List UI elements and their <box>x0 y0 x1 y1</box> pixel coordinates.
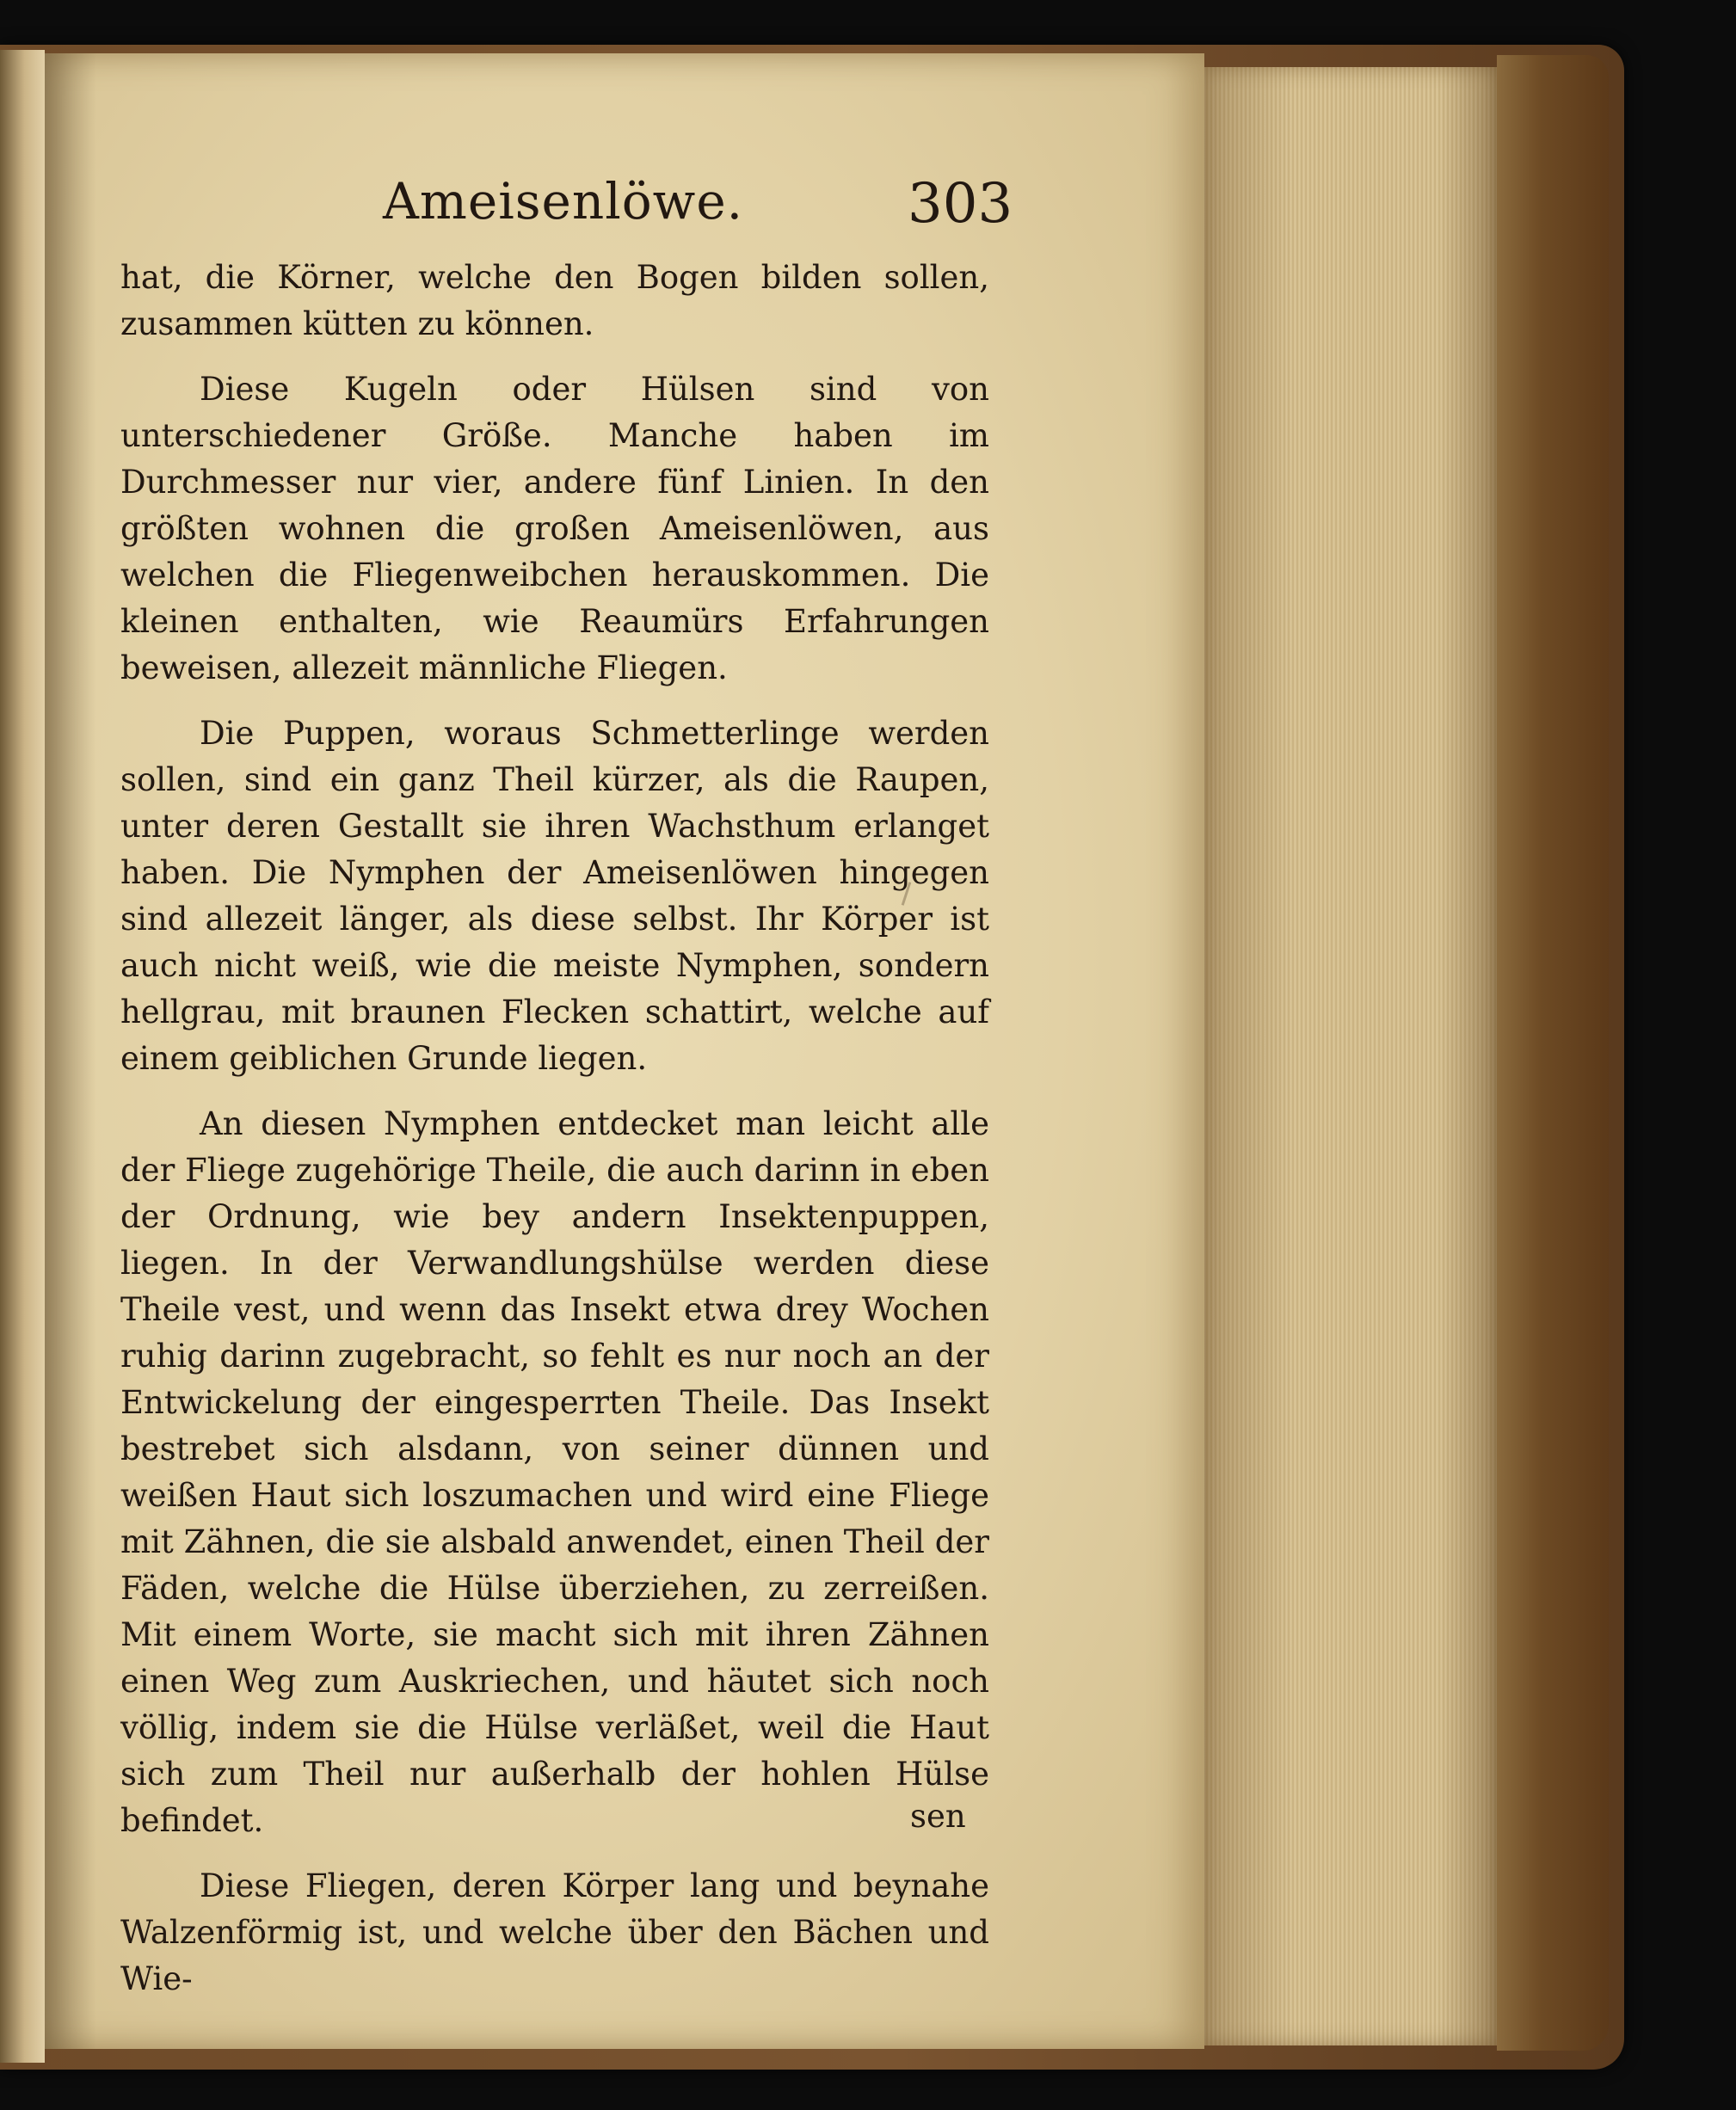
page-stack-shading <box>1204 67 1497 2045</box>
paragraph: Die Puppen, woraus Schmetterlinge werden sollen, sind ein ganz Theil kürzer, als die Raupen, unter deren Gestallt sie ihren Wachsthum erlanget haben. Die Nymphen der Ameisenlöwen hingegen sind allezeit länger, als diese selbst. Ihr Körper ist auch nicht weiß, wie die meiste Nymphen, sondern hellgrau, mit braunen Flecken schattirt, welche auf einem geiblichen Grunde liegen. <box>120 715 989 1077</box>
text-block <box>120 172 1013 2002</box>
paragraph: Diese Fliegen, deren Körper lang und beynahe Walzenförmig ist, und welche über den Bächen und Wie- <box>120 1867 989 1997</box>
page-header <box>120 172 1013 255</box>
page-number: 303 <box>908 172 1013 236</box>
running-head: Ameisenlöwe. <box>383 172 744 231</box>
paragraph: An diesen Nymphen entdecket man leicht alle der Fliege zugehörige Theile, die auch darinn in eben der Ordnung, wie bey andern Insektenpuppen, liegen. In der Verwandlungshülse werden diese Theile vest, und wenn das Insekt etwa drey Wochen ruhig darinn zugebracht, so fehlt es nur noch an der Entwickelung der eingesperrten Theile. Das Insekt bestrebet sich alsdann, von seiner dünnen und weißen Haut sich loszumachen und wird eine Fliege mit Zähnen, die sie alsbald anwendet, einen Theil der Fäden, welche die Hülse überziehen, zu zerreißen. Mit einem Worte, sie macht sich mit ihren Zähnen einen Weg zum Auskriechen, und häutet sich noch völlig, indem sie die Hülse verläßet, weil die Haut sich zum Theil nur außerhalb der hohlen Hülse befindet. <box>120 1105 989 1839</box>
left-page-edge <box>0 50 45 2063</box>
gutter-shadow <box>45 53 96 2049</box>
catchword: sen <box>910 1798 966 1835</box>
cover-board-edge <box>1497 55 1609 2051</box>
paragraph: hat, die Körner, welche den Bogen bilden sollen, zusammen kütten zu können. <box>120 259 989 342</box>
paragraph: Diese Kugeln oder Hülsen sind von unterschiedener Größe. Manche haben im Durchmesser nur vier, andere fünf Linien. In den größten wohnen die großen Ameisenlöwen, aus welchen die Fliegenweibchen herauskommen. Die kleinen enthalten, wie Reaumürs Erfahrungen beweisen, allezeit männliche Fliegen. <box>120 371 989 686</box>
